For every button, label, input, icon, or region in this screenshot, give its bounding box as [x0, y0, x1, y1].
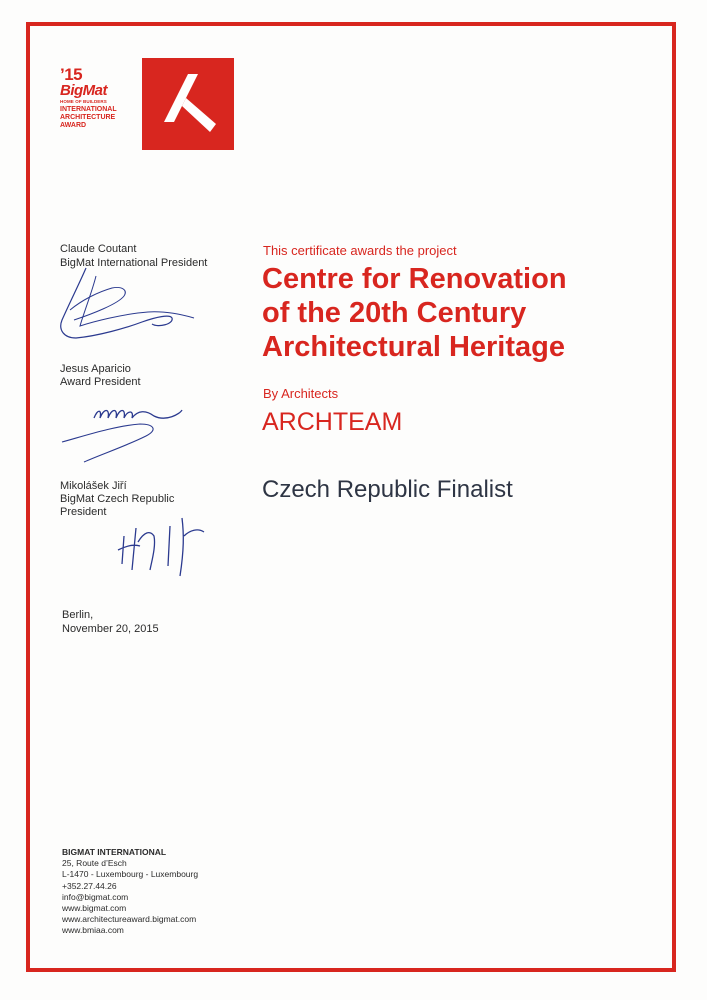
issue-place: Berlin,	[62, 609, 94, 621]
project-title-line: of the 20th Century	[262, 297, 527, 329]
address-line: 25, Route d’Esch	[62, 858, 127, 869]
logo-award-line: ARCHITECTURE	[60, 114, 116, 121]
certificate-intro: This certificate awards the project	[263, 243, 457, 258]
address-website: www.bigmat.com	[62, 903, 127, 914]
issue-date: November 20, 2015	[62, 623, 159, 635]
award-result: Czech Republic Finalist	[262, 476, 513, 503]
logo-tagline: HOME OF BUILDERS	[60, 99, 107, 104]
signature-mikolasek-jiri	[110, 506, 210, 586]
project-title-line: Architectural Heritage	[262, 331, 565, 363]
project-title	[262, 262, 672, 364]
signatory-name: Claude Coutant	[60, 243, 137, 255]
architect-name: ARCHTEAM	[262, 408, 403, 436]
signatory-title: BigMat International President	[60, 257, 208, 269]
logo-award-text	[60, 106, 150, 130]
address-line: L-1470 - Luxembourg - Luxembourg	[62, 869, 199, 880]
signatory-title: BigMat Czech Republic President	[60, 493, 175, 518]
signatory-name: Mikolášek Jiří	[60, 480, 127, 492]
address-email: info@bigmat.com	[62, 891, 129, 902]
award-logo-mark-icon	[142, 58, 234, 150]
signature-claude-coutant	[52, 262, 202, 362]
logo-award-line: INTERNATIONAL	[60, 106, 117, 113]
address-website: www.architectureaward.bigmat.com	[62, 914, 197, 925]
signature-jesus-aparicio	[54, 396, 194, 476]
by-architects-label: By Architects	[263, 386, 339, 401]
project-title-line: Centre for Renovation	[262, 263, 567, 295]
logo-brand: BigMat	[60, 82, 107, 99]
organization-name: BIGMAT INTERNATIONAL	[62, 847, 167, 857]
address-line: +352.27.44.26	[62, 880, 117, 891]
organization-address	[62, 847, 282, 937]
logo-year: ’15	[60, 65, 83, 84]
address-website: www.bmiaa.com	[62, 925, 124, 936]
logo-award-line: AWARD	[60, 122, 87, 129]
signatory-name: Jesus Aparicio	[60, 363, 131, 375]
signatory-title: Award President	[60, 376, 141, 388]
